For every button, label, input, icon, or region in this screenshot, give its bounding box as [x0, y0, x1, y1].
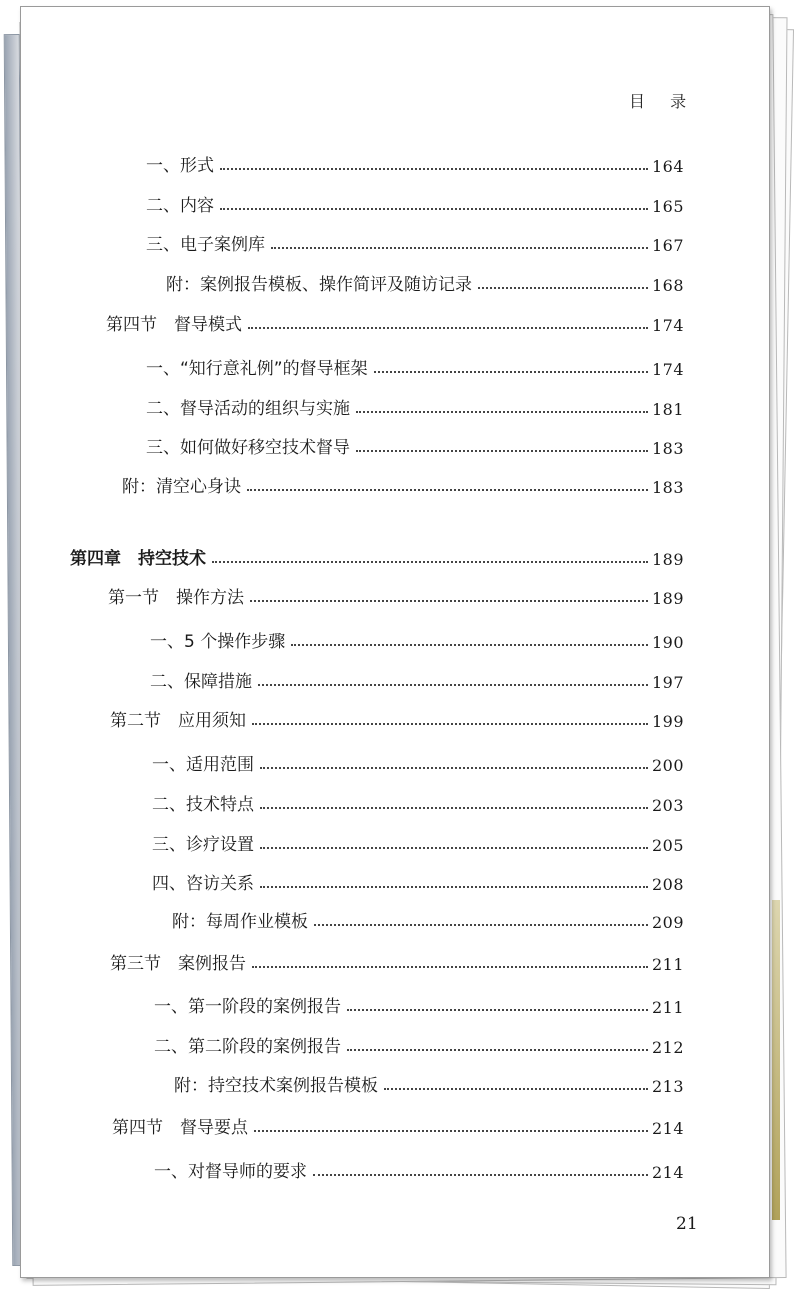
page-number: 21 — [676, 1214, 698, 1234]
toc-entry — [150, 626, 684, 652]
dot-leader — [248, 327, 648, 329]
toc-entry-page: 189 — [651, 589, 684, 608]
dot-leader — [313, 1174, 648, 1176]
toc-entry-page: 167 — [651, 236, 684, 255]
toc-entry-page: 189 — [651, 550, 684, 569]
toc-entry-label: 二、内容 — [146, 196, 214, 216]
toc-entry-label: 二、第二阶段的案例报告 — [154, 1037, 341, 1057]
toc-entry — [154, 1156, 684, 1182]
toc-entry-label: 附：案例报告模板、操作简评及随访记录 — [166, 275, 472, 295]
toc-entry — [152, 829, 684, 855]
toc-entry-label: 第四节 督导要点 — [112, 1118, 248, 1138]
toc-entry-page: 190 — [651, 633, 684, 652]
toc-entry-page: 214 — [651, 1119, 684, 1138]
dot-leader — [347, 1049, 648, 1051]
dot-leader — [212, 561, 648, 563]
toc-entry — [152, 789, 684, 815]
dot-leader — [254, 1130, 648, 1132]
dot-leader — [252, 966, 648, 968]
dot-leader — [260, 767, 648, 769]
toc-entry — [174, 1070, 684, 1096]
toc-entry-page: 213 — [651, 1077, 684, 1096]
toc-entry-label: 二、技术特点 — [152, 795, 254, 815]
dot-leader — [250, 600, 648, 602]
toc-entry — [154, 1031, 684, 1057]
toc-entry — [146, 150, 684, 176]
toc-entry — [150, 666, 684, 692]
dot-leader — [260, 807, 648, 809]
toc-entry — [146, 229, 684, 255]
toc-entry-label: 第一节 操作方法 — [108, 588, 244, 608]
dot-leader — [220, 208, 648, 210]
toc-entry — [152, 868, 684, 894]
toc-entry-page: 181 — [651, 400, 684, 419]
toc-entry — [106, 309, 684, 335]
dot-leader — [356, 450, 648, 452]
dot-leader — [314, 924, 648, 926]
toc-entry-label: 一、“知行意礼例”的督导框架 — [146, 359, 368, 379]
dot-leader — [356, 411, 648, 413]
toc-entry-label: 附：持空技术案例报告模板 — [174, 1076, 378, 1096]
toc-entry-page: 183 — [651, 478, 684, 497]
toc-entry-label: 四、咨访关系 — [152, 874, 254, 894]
toc-entry — [110, 948, 684, 974]
dot-leader — [374, 371, 648, 373]
toc-entry — [146, 432, 684, 458]
dot-leader — [260, 847, 648, 849]
toc-entry — [152, 749, 684, 775]
toc-entry-label: 三、电子案例库 — [146, 235, 265, 255]
toc-entry-label: 三、诊疗设置 — [152, 835, 254, 855]
toc-entry-page: 209 — [651, 913, 684, 932]
toc-entry — [154, 991, 684, 1017]
toc-entry-label: 附：清空心身诀 — [122, 477, 241, 497]
toc-entry-label: 一、形式 — [146, 156, 214, 176]
toc-entry — [172, 906, 684, 932]
toc-entry — [166, 269, 684, 295]
toc-entry-page: 200 — [651, 756, 684, 775]
toc-entry-label: 第四章 持空技术 — [70, 549, 206, 569]
toc-entry-page: 183 — [651, 439, 684, 458]
dot-leader — [220, 168, 648, 170]
toc-entry-page: 205 — [651, 836, 684, 855]
toc-entry-page: 212 — [651, 1038, 684, 1057]
toc-entry — [112, 1112, 684, 1138]
toc-entry-page: 214 — [651, 1163, 684, 1182]
dot-leader — [260, 886, 648, 888]
toc-entry-page: 211 — [651, 955, 684, 974]
toc-entry-label: 第二节 应用须知 — [110, 711, 246, 731]
toc-entry-label: 第四节 督导模式 — [106, 315, 242, 335]
dot-leader — [252, 723, 648, 725]
dot-leader — [291, 644, 648, 646]
toc-entry-page: 174 — [651, 360, 684, 379]
dot-leader — [247, 489, 648, 491]
toc-entry-label: 一、对督导师的要求 — [154, 1162, 307, 1182]
toc-entry-page: 208 — [651, 875, 684, 894]
toc-entry-label: 二、督导活动的组织与实施 — [146, 399, 350, 419]
toc-entry — [110, 705, 684, 731]
toc-entry-page: 199 — [651, 712, 684, 731]
toc-entry-label: 附：每周作业模板 — [172, 912, 308, 932]
toc-entry — [146, 353, 684, 379]
toc-entry-label: 一、5 个操作步骤 — [150, 632, 286, 652]
toc-entry-page: 165 — [651, 197, 684, 216]
toc-entry-label: 二、保障措施 — [150, 672, 252, 692]
dot-leader — [271, 247, 648, 249]
toc-entry-label: 一、适用范围 — [152, 755, 254, 775]
toc-entry-label: 三、如何做好移空技术督导 — [146, 438, 350, 458]
dot-leader — [258, 684, 648, 686]
toc-entry — [122, 471, 684, 497]
toc-entry-label: 一、第一阶段的案例报告 — [154, 997, 341, 1017]
toc-entry-page: 197 — [651, 673, 684, 692]
dot-leader — [478, 287, 648, 289]
toc-entry — [146, 393, 684, 419]
toc-entry — [146, 190, 684, 216]
toc-entry-page: 203 — [651, 796, 684, 815]
dot-leader — [384, 1088, 648, 1090]
book-spine-edge — [772, 900, 780, 1220]
toc-entry-page: 164 — [651, 157, 684, 176]
dot-leader — [347, 1009, 648, 1011]
toc-entry — [108, 582, 684, 608]
toc-entry-label: 第三节 案例报告 — [110, 954, 246, 974]
toc-entry-page: 211 — [651, 998, 684, 1017]
toc-chapter-entry — [70, 543, 684, 569]
running-header: 目 录 — [629, 92, 697, 111]
toc-entry-page: 168 — [651, 276, 684, 295]
toc-entry-page: 174 — [651, 316, 684, 335]
